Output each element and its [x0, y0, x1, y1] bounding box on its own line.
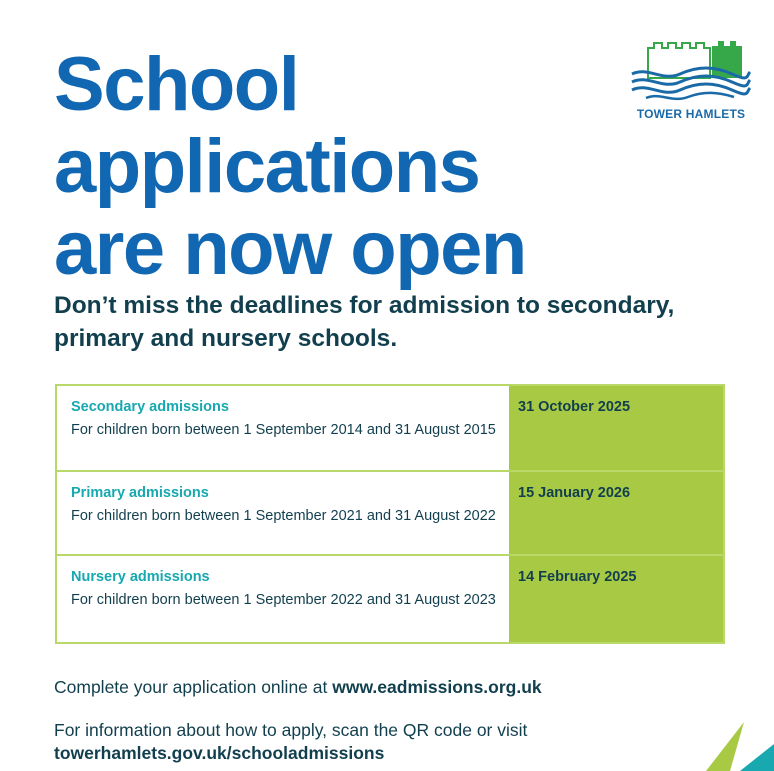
deadline-cell: [509, 556, 723, 642]
table-row: [57, 554, 723, 642]
admission-description: For children born between 1 September 2021 and 31 August 2022: [71, 508, 496, 524]
admission-category: Nursery admissions: [71, 569, 210, 585]
corner-decoration-icon: [700, 720, 774, 771]
admissions-table: [55, 384, 725, 644]
eadmissions-link[interactable]: www.eadmissions.org.uk: [332, 677, 542, 697]
admission-info-cell: [57, 386, 509, 470]
schooladmissions-link[interactable]: towerhamlets.gov.uk/schooladmissions: [54, 743, 385, 763]
admission-deadline: 15 January 2026: [518, 485, 631, 501]
deadline-cell: [509, 386, 723, 470]
online-prefix: Complete your application online at: [54, 677, 333, 697]
admission-deadline: 14 February 2025: [518, 569, 637, 585]
logo-text: TOWER HAMLETS: [636, 107, 746, 121]
info-prefix: For information about how to apply, scan the QR code or visit: [54, 720, 528, 740]
admission-category: Secondary admissions: [71, 399, 229, 415]
table-row: [57, 470, 723, 554]
tower-hamlets-logo-icon: [628, 40, 752, 106]
admission-description: For children born between 1 September 2014 and 31 August 2015: [71, 422, 496, 438]
admission-deadline: 31 October 2025: [518, 399, 631, 415]
online-application-text: [54, 676, 542, 699]
table-row: [57, 386, 723, 470]
headline-line-3: are now open: [54, 206, 526, 291]
admission-info-cell: [57, 472, 509, 554]
admission-info-cell: [57, 556, 509, 642]
admission-description: For children born between 1 September 2022 and 31 August 2023: [71, 592, 496, 608]
headline-line-1: School: [54, 42, 299, 127]
admission-category: Primary admissions: [71, 485, 209, 501]
deadline-cell: [509, 472, 723, 554]
headline-line-2: applications: [54, 124, 480, 209]
subheading: Don’t miss the deadlines for admission to secondary, primary and nursery schools.: [54, 292, 675, 352]
info-text: [54, 719, 714, 765]
tower-hamlets-logo: [628, 40, 752, 122]
page-headline: [54, 44, 526, 290]
